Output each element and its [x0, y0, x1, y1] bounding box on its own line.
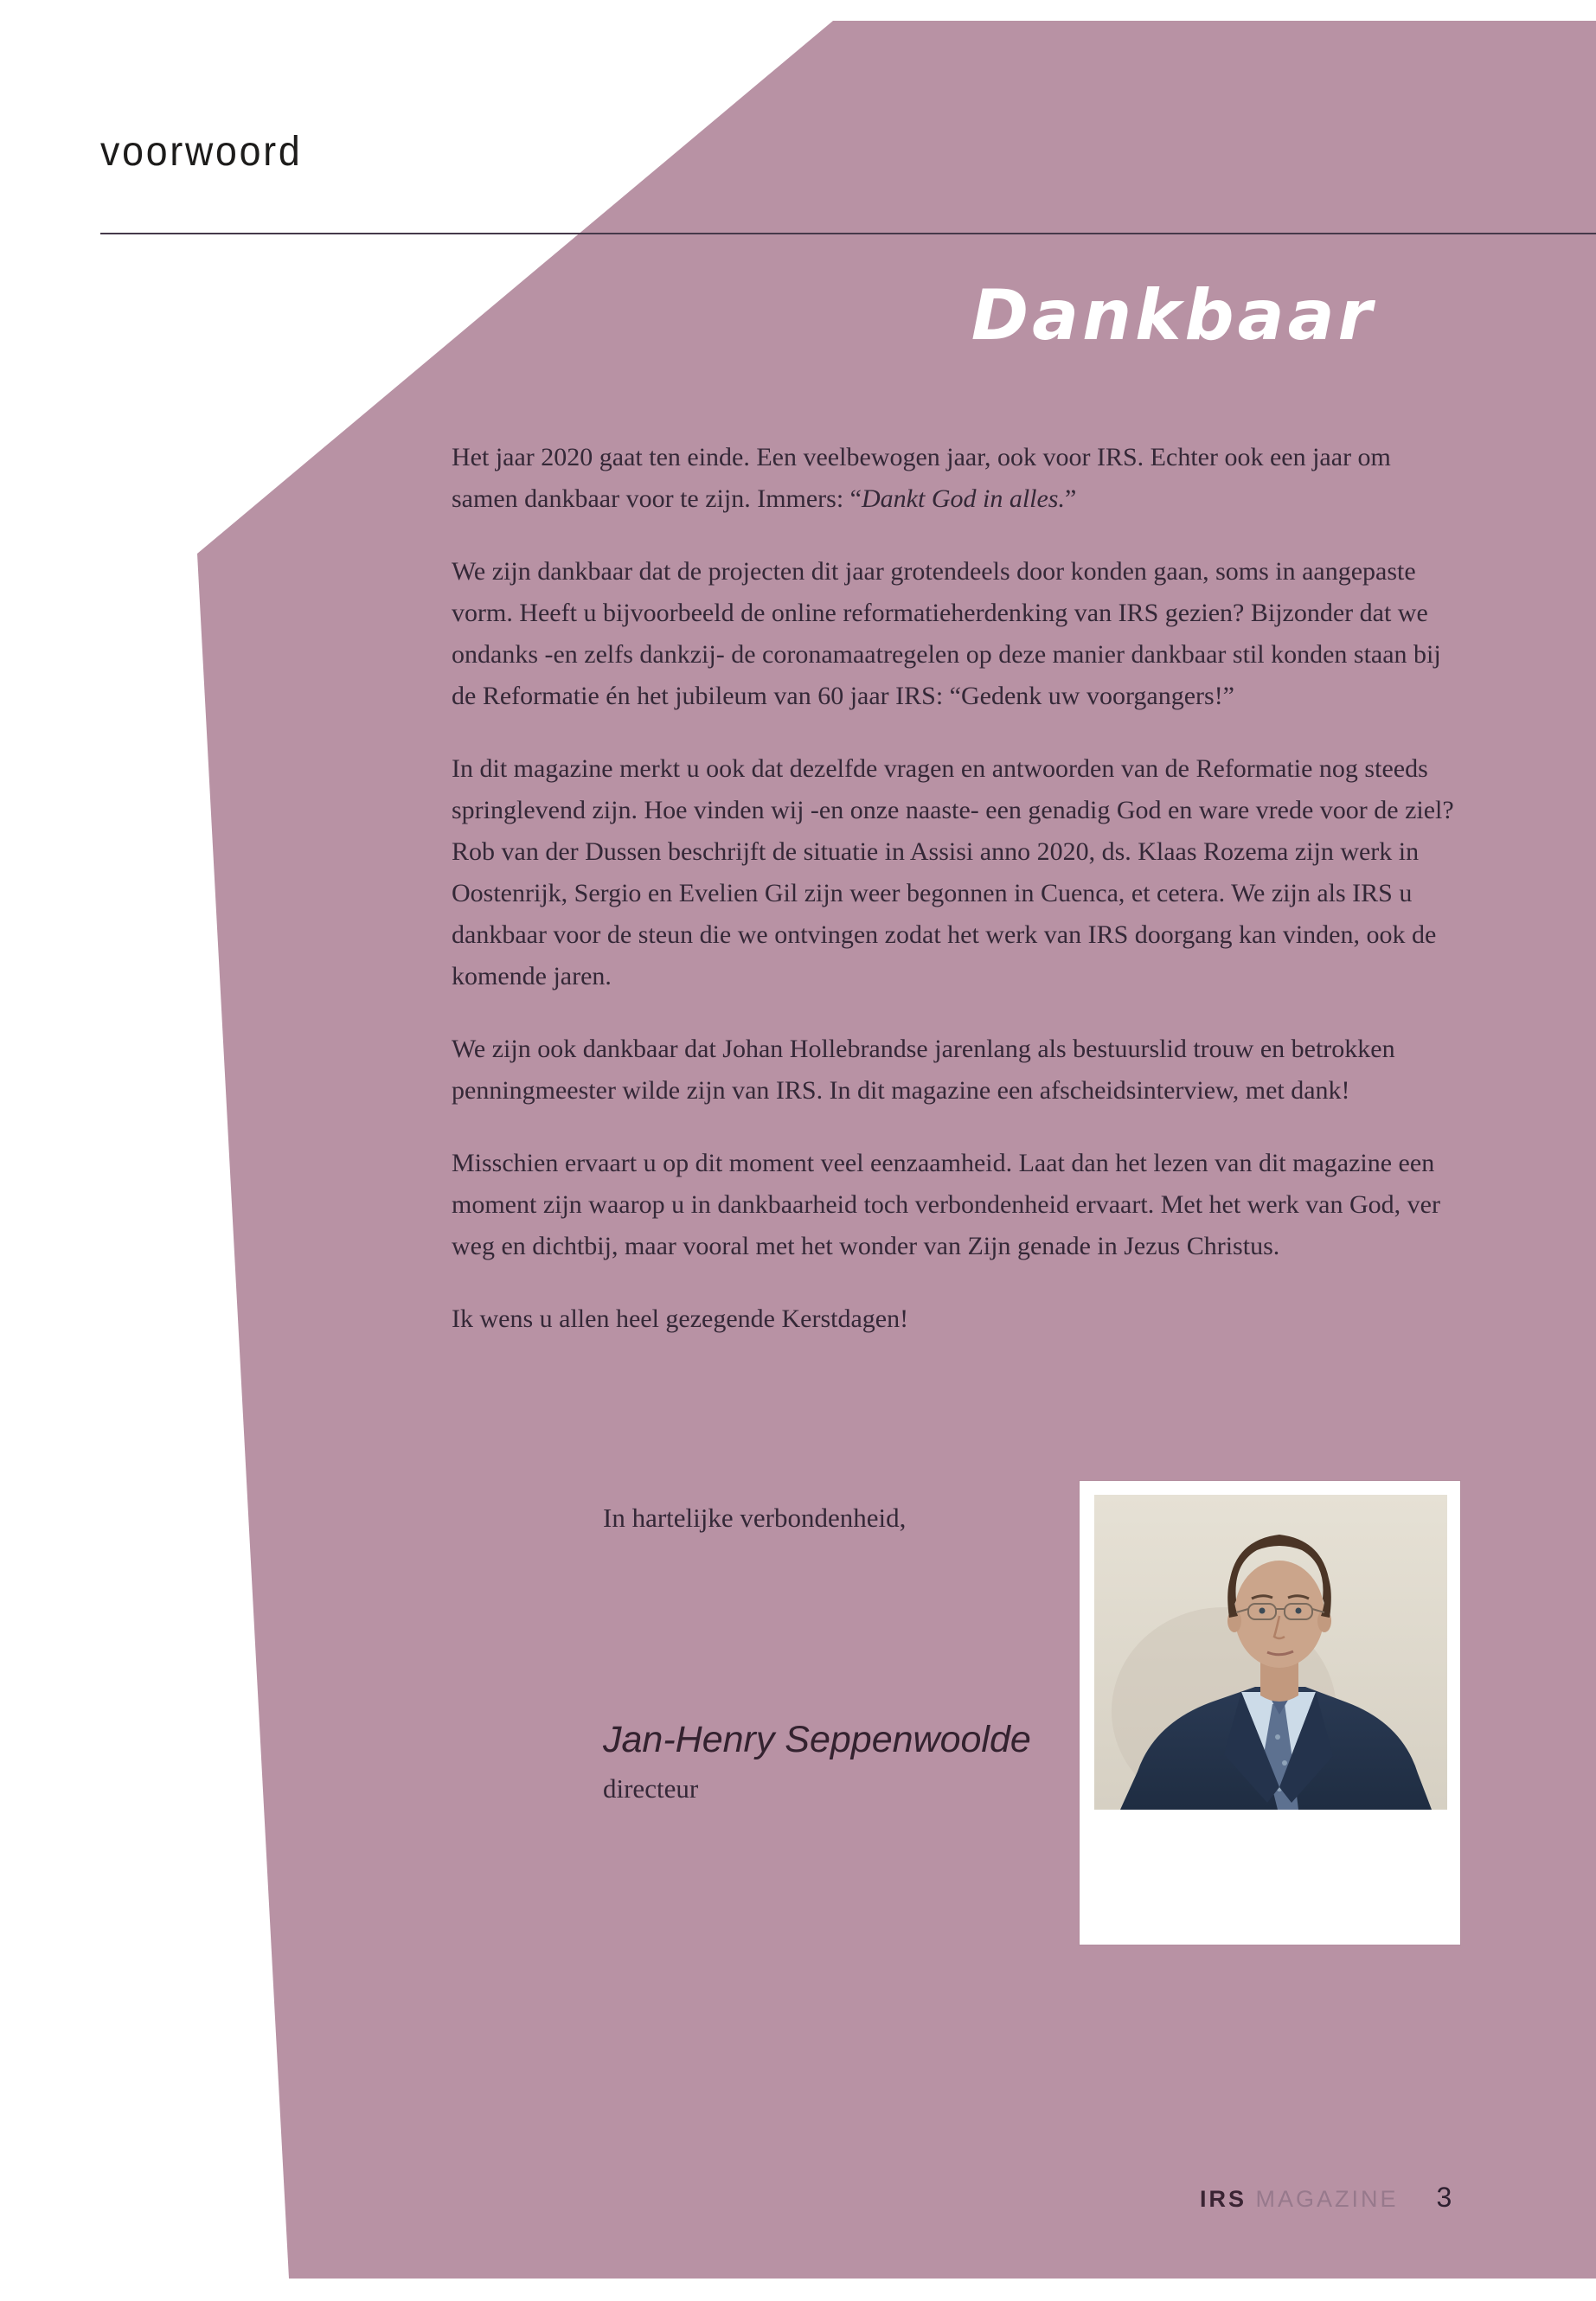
- signature-block: [603, 1501, 1087, 1804]
- page-footer: [1200, 2182, 1452, 2214]
- director-portrait-image: [1094, 1495, 1447, 1810]
- footer-magazine-prefix: IRS: [1200, 2186, 1247, 2212]
- body-text: [452, 437, 1455, 1371]
- director-photo: [1080, 1481, 1460, 1945]
- header-divider-line: [100, 233, 1596, 234]
- paragraph-6: Ik wens u allen heel gezegende Kerstdagen!: [452, 1304, 909, 1333]
- paragraph-1-text: Het jaar 2020 gaat ten einde. Een veelbewogen jaar, ook voor IRS. Echter ook een jaar om samen dankbaar voor te zijn. Immers: “: [452, 443, 1391, 513]
- paragraph-3: In dit magazine merkt u ook dat dezelfde vragen en antwoorden van de Reformatie nog steeds springlevend zijn. Hoe vinden wij -en onze naaste- een genadig God en ware vrede voor de ziel? Rob van der Dussen beschrijft de situatie in Assisi anno 2020, ds. Klaas Rozema zijn werk in Oostenrijk, Sergio en Evelien Gil zijn weer begonnen in Cuenca, et cetera. We zijn als IRS u dankbaar voor de steun die we ontvingen zodat het werk van IRS doorgang kan vinden, ook de komende jaren.: [452, 754, 1454, 990]
- page-title: Dankbaar: [971, 275, 1375, 356]
- signature-role: directeur: [603, 1773, 699, 1804]
- paragraph-4: We zijn ook dankbaar dat Johan Hollebrandse jarenlang als bestuurslid trouw en betrokken penningmeester wilde zijn van IRS. In dit magazine een afscheidsinterview, met dank!: [452, 1035, 1395, 1105]
- section-label: voorwoord: [100, 129, 303, 175]
- footer-magazine-suffix: MAGAZINE: [1255, 2186, 1399, 2212]
- paragraph-5: Misschien ervaart u op dit moment veel eenzaamheid. Laat dan het lezen van dit magazine een moment zijn waarop u in dankbaarheid toch verbondenheid ervaart. Met het werk van God, ver weg en dichtbij, maar vooral met het wonder van Zijn genade in Jezus Christus.: [452, 1149, 1440, 1260]
- paragraph-2: We zijn dankbaar dat de projecten dit jaar grotendeels door konden gaan, soms in aangepaste vorm. Heeft u bijvoorbeeld de online reformatieherdenking van IRS gezien? Bijzonder dat we ondanks -en zelfs dankzij- de coronamaatregelen op deze manier dankbaar stil konden staan bij de Reformatie én het jubileum van 60 jaar IRS: “Gedenk uw voorgangers!”: [452, 557, 1441, 710]
- signature-salutation: In hartelijke verbondenheid,: [603, 1503, 907, 1533]
- footer-page-number: 3: [1436, 2182, 1452, 2213]
- paragraph-1: [452, 437, 1455, 520]
- paragraph-1-closing-quote: ”: [1064, 484, 1077, 513]
- signature-name: Jan-Henry Seppenwoolde: [603, 1719, 1031, 1760]
- paragraph-1-quote: Dankt God in alles.: [862, 484, 1065, 513]
